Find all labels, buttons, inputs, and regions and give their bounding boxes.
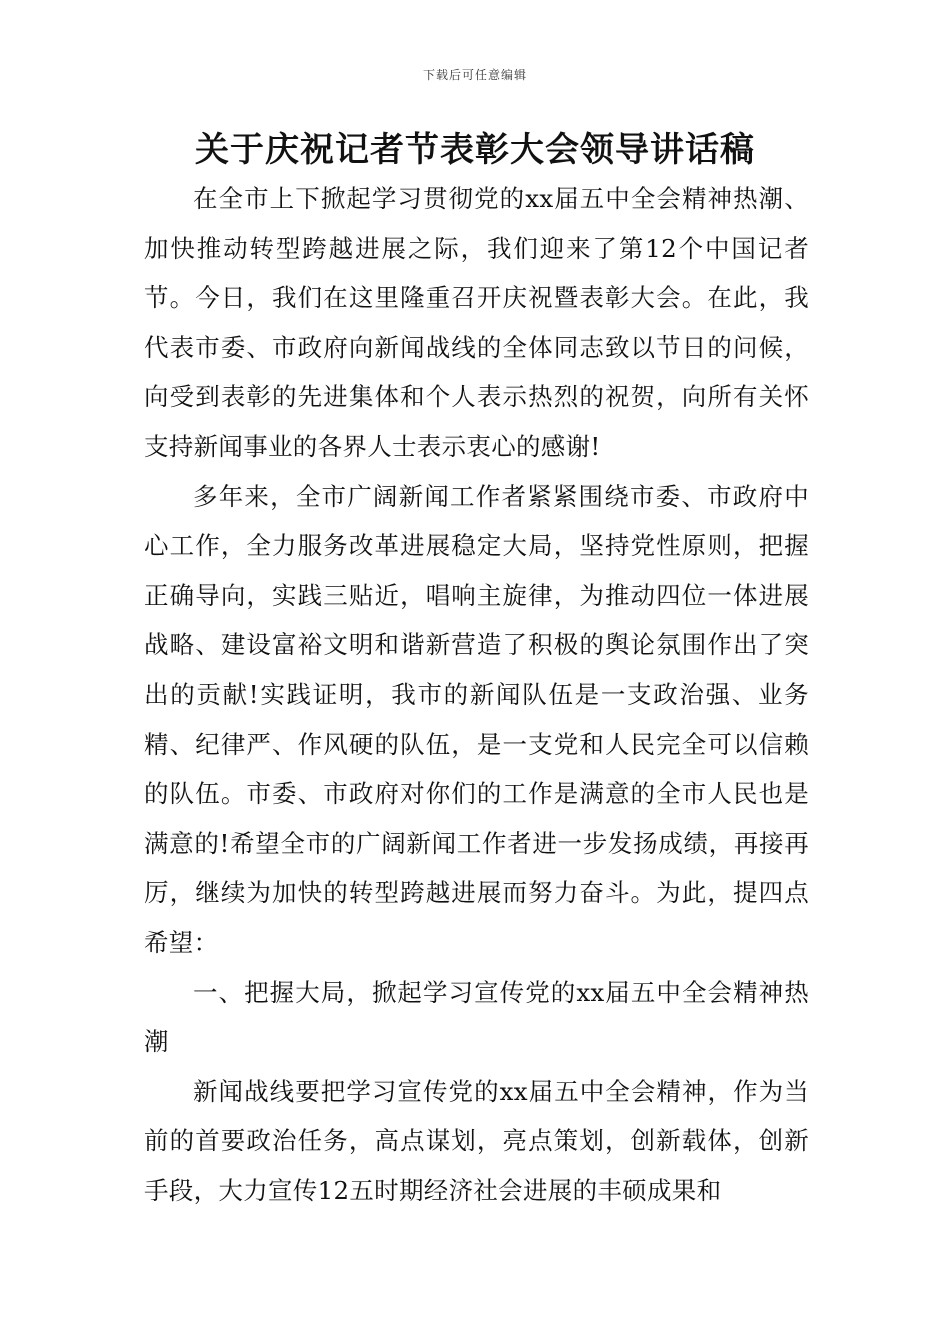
document-body	[144, 174, 809, 1215]
header-note: 下载后可任意编辑	[422, 68, 527, 82]
paragraph: 新闻战线要把学习宣传党的xx届五中全会精神，作为当前的首要政治任务，高点谋划，亮点策划，创新载体，创新手段，大力宣传12五时期经济社会进展的丰硕成果和	[144, 1076, 809, 1205]
paragraph: 一、把握大局，掀起学习宣传党的xx届五中全会精神热潮	[144, 977, 809, 1057]
document-title: 关于庆祝记者节表彰大会领导讲话稿	[195, 130, 755, 170]
paragraph: 多年来，全市广阔新闻工作者紧紧围绕市委、市政府中心工作，全力服务改革进展稳定大局，坚持党性原则，把握正确导向，实践三贴近，唱响主旋律，为推动四位一体进展战略、建设富裕文明和谐新营造了积极的舆论氛围作出了突出的贡献!实践证明，我市的新闻队伍是一支政治强、业务精、纪律严、作风硬的队伍，是一支党和人民完全可以信赖的队伍。市委、市政府对你们的工作是满意的全市人民也是满意的!希望全市的广阔新闻工作者进一步发扬成绩，再接再厉，继续为加快的转型跨越进展而努力奋斗。为此，提四点希望：	[144, 481, 809, 957]
paragraph: 在全市上下掀起学习贯彻党的xx届五中全会精神热潮、加快推动转型跨越进展之际，我们迎来了第12个中国记者节。今日，我们在这里隆重召开庆祝暨表彰大会。在此，我代表市委、市政府向新闻战线的全体同志致以节日的问候，向受到表彰的先进集体和个人表示热烈的祝贺，向所有关怀支持新闻事业的各界人士表示衷心的感谢!	[144, 184, 809, 461]
